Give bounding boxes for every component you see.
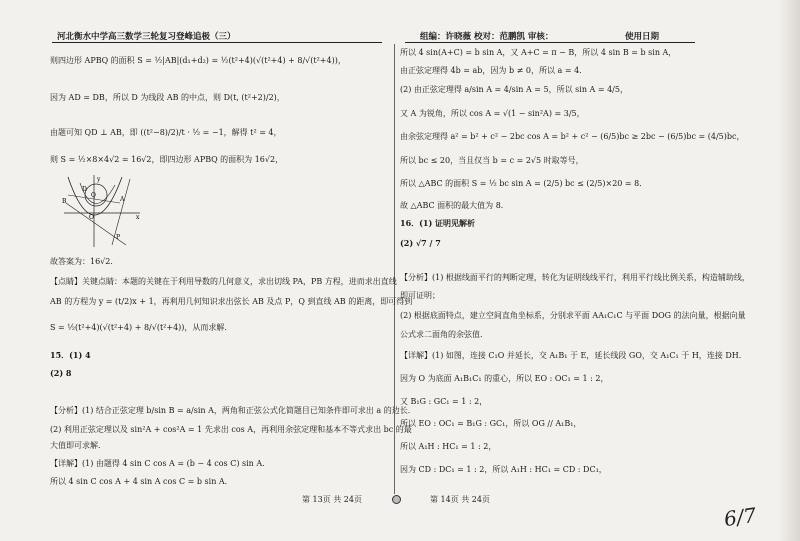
- left-analysis-1: 【分析】(1) 结合正弦定理 b/sin B = a/sin A，两角和正弦公式化简题目已知条件即可求出 a 的边长．: [50, 406, 416, 415]
- header-title: 河北衡水中学高三数学三轮复习登峰追极（三）: [57, 32, 236, 42]
- label-p: P: [116, 234, 121, 241]
- right-analysis-3: (2) 根据底面特点，建立空间直角坐标系，分别求平面 AA₁C₁C 与平面 DOG 的法向量，根据向量: [400, 311, 746, 320]
- header-date-label: 使用日期: [625, 32, 660, 42]
- label-b: B: [62, 198, 67, 205]
- header-editors: 组编：许晓薇 校对：范鹏凯 审核：: [420, 32, 554, 42]
- label-y: y: [97, 176, 101, 183]
- right-line-4: 又 A 为锐角，所以 cos A = √(1 − sin²A) = 3/5，: [400, 109, 585, 118]
- right-analysis-2: 即可证明；: [400, 291, 440, 300]
- right-detail-2: 因为 O 为底面 A₁B₁C₁ 的重心，所以 EO : OC₁ = 1 : 2，: [400, 374, 609, 383]
- right-line-1: 所以 4 sin(A+C) = b sin A，又 A+C = π − B，所以 4 sin B = b sin A，: [400, 48, 677, 57]
- right-line-3: (2) 由正弦定理得 a/sin A = 4/sin A = 5，所以 sin A = 4/5，: [400, 85, 628, 94]
- right-analysis-4: 公式求二面角的余弦值．: [400, 330, 488, 339]
- parabola-figure: [60, 173, 142, 248]
- circle-q: [85, 184, 107, 206]
- label-a: A: [120, 196, 125, 203]
- header-rule-left: [52, 42, 382, 43]
- right-detail-1: 【详解】(1) 如图，连接 C₁O 并延长，交 A₁B₁ 于 E，延长线段 GO，交 A₁C₁ 于 H，连接 DH．: [400, 351, 747, 360]
- left-analysis-3: 大值即可求解．: [50, 441, 106, 450]
- left-detail-2: 所以 4 sin C cos A + 4 sin A cos C = b sin A．: [50, 477, 233, 486]
- right-line-2: 由正弦定理得 4b = ab，因为 b ≠ 0，所以 a = 4．: [400, 66, 588, 75]
- label-q: Q: [91, 192, 96, 199]
- left-note-2: AB 的方程为 y = (t/2)x + 1，再利用几何知识求出弦长 AB 及点 P，Q 到直线 AB 的距离，即可得到: [50, 297, 413, 306]
- binding-hole: [392, 495, 401, 504]
- left-line-4: 则 S = ½×8×4√2 = 16√2，即四边形 APBQ 的面积为 16√2，: [50, 155, 284, 164]
- right-line-6: 所以 bc ≤ 20，当且仅当 b = c = 2√5 时取等号，: [400, 156, 584, 165]
- right-line-7: 所以 △ABC 的面积 S = ½ bc sin A = (2/5) bc ≤ (2/5)×20 = 8．: [400, 179, 648, 188]
- right-detail-6: 因为 CD : DC₁ = 1 : 2，所以 A₁H : HC₁ = CD : DC₁，: [400, 465, 607, 474]
- right-line-5: 由余弦定理得 a² = b² + c² − 2bc cos A = b² + c² − (6/5)bc ≥ 2bc − (6/5)bc = (4/5)bc，: [400, 132, 745, 141]
- q15-part1: 15．(1) 4: [50, 350, 91, 360]
- right-detail-3: 又 B₁G : GC₁ = 1 : 2，: [400, 397, 488, 406]
- left-line-2: 因为 AD = DB，所以 D 为线段 AB 的中点，则 D(t, (t²+2)/2)，: [50, 93, 285, 102]
- q16-part2: (2) √7 / 7: [400, 238, 441, 248]
- left-detail-1: 【详解】(1) 由题得 4 sin C cos A = (b − 4 cos C) sin A．: [50, 459, 271, 468]
- right-detail-4: 所以 EO : OC₁ = B₁G : GC₁，所以 OG // A₁B₁，: [400, 419, 582, 428]
- handwritten-signature: 6/7: [722, 502, 758, 532]
- page-edge-shadow: [778, 0, 800, 541]
- page-number-left: 第 13页 共 24页: [302, 495, 362, 504]
- left-answer: 故答案为：16√2．: [50, 257, 119, 266]
- right-analysis-1: 【分析】(1) 根据线面平行的判断定理，转化为证明线线平行，利用平行线比例关系，构造辅助线，: [400, 273, 750, 282]
- label-d: D: [82, 186, 87, 193]
- tangent-pb: [112, 179, 130, 245]
- left-line-3: 由题可知 QD ⊥ AB，即 ((t²−8)/2)/t · ½ = −1，解得 t² = 4，: [50, 128, 282, 137]
- right-line-8: 故 △ABC 面积的最大值为 8．: [400, 201, 509, 210]
- left-note-1: 【点睛】关键点睛：本题的关键在于利用导数的几何意义，求出切线 PA，PB 方程，进而求出直线: [50, 277, 397, 286]
- header-rule-right: [405, 42, 695, 43]
- label-o: O: [89, 214, 94, 221]
- left-line-1: 则四边形 APBQ 的面积 S = ½|AB|(d₁+d₂) = ½(t²+4)(√(t²+4) + 8/√(t²+4))，: [50, 56, 346, 65]
- right-detail-5: 所以 A₁H : HC₁ = 1 : 2，: [400, 442, 497, 451]
- q15-part2: (2) 8: [50, 368, 72, 378]
- page-number-right: 第 14页 共 24页: [430, 495, 490, 504]
- label-x: x: [136, 214, 140, 221]
- left-analysis-2: (2) 利用正弦定理以及 sin²A + cos²A = 1 先求出 cos A，再利用余弦定理和基本不等式求出 bc 的最: [50, 425, 412, 434]
- q16-part1: 16．(1) 证明见解析: [400, 218, 476, 228]
- left-note-3: S = ½(t²+4)(√(t²+4) + 8/√(t²+4))，从而求解．: [50, 323, 233, 332]
